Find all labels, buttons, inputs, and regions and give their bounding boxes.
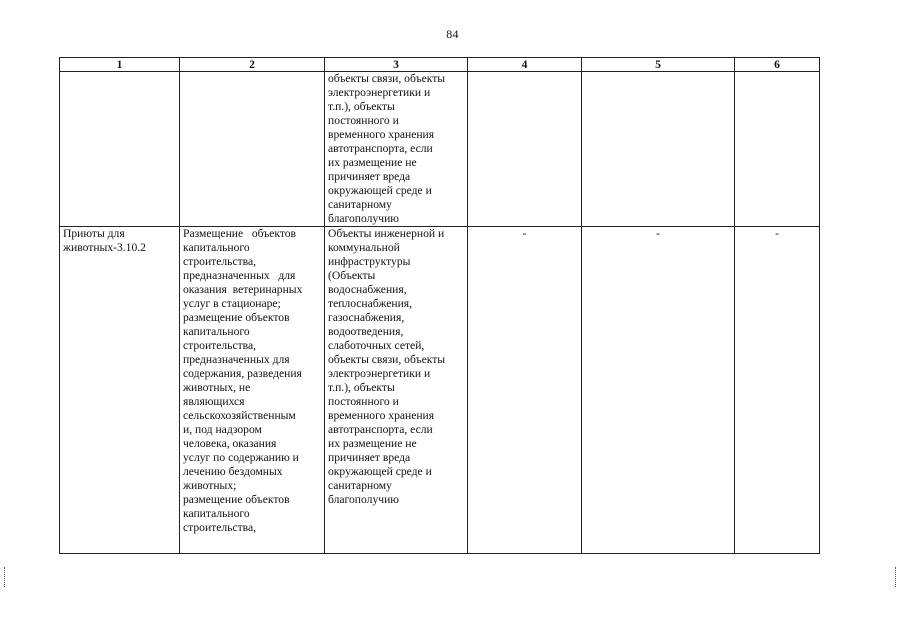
- description-line: капитального: [183, 507, 250, 520]
- page-number: 84: [446, 27, 459, 41]
- description-line: человека, оказания: [183, 437, 277, 450]
- description-line: размещение объектов: [183, 311, 290, 324]
- description-line: Размещение объектов: [183, 227, 297, 240]
- row1-col1-cell: [60, 72, 180, 227]
- row2-col3-cell: Объекты инженерной и коммунальной инфраструктуры (Объекты водоснабжения, теплоснабжения, газоснабжения, водоотведения, слаботочных сетей, объекты связи, объекты электроэнергетики и т.п.), объекты постоянного и временного хранения автотранспорта, если их размещение не причиняет вреда окружающей среде и санитарному благополучию: [325, 227, 468, 554]
- column-header-3: 3: [325, 58, 468, 72]
- row1-col4-cell: [468, 72, 582, 227]
- right-edge-mark: [895, 567, 902, 587]
- description-line: капитального: [183, 241, 250, 254]
- description-line: строительства,: [183, 521, 257, 534]
- row1-col6-cell: [735, 72, 820, 227]
- table-row: [60, 227, 820, 554]
- description-line: предназначенных для: [183, 353, 290, 366]
- row2-col4-cell: -: [468, 227, 582, 554]
- regulation-table: [59, 57, 820, 554]
- column-header-4: 4: [468, 58, 582, 72]
- description-line: предназначенных для: [183, 269, 296, 282]
- table-row: [60, 72, 820, 227]
- description-line: строительства,: [183, 339, 257, 352]
- description-line: содержания, разведения: [183, 367, 302, 380]
- column-header-1: 1: [60, 58, 180, 72]
- row2-col5-cell: -: [582, 227, 735, 554]
- left-edge-mark: [4, 567, 11, 587]
- description-line: услуг в стационаре;: [183, 297, 281, 310]
- row2-col1-cell: Приюты для животных-3.10.2: [60, 227, 180, 554]
- description-line: животных;: [183, 479, 237, 492]
- header-row: [60, 58, 820, 72]
- row1-col2-cell: [180, 72, 325, 227]
- column-header-2: 2: [180, 58, 325, 72]
- column-header-5: 5: [582, 58, 735, 72]
- description-line: являющихся: [183, 395, 245, 408]
- description-line: животных, не: [183, 381, 251, 394]
- description-line: услуг по содержанию и: [183, 451, 299, 464]
- description-line: оказания ветеринарных: [183, 283, 303, 296]
- row2-col6-cell: -: [735, 227, 820, 554]
- description-line: капитального: [183, 325, 250, 338]
- description-line: лечению бездомных: [183, 465, 283, 478]
- row1-col5-cell: [582, 72, 735, 227]
- permitted-use-description: [183, 227, 321, 535]
- column-header-6: 6: [735, 58, 820, 72]
- description-line: сельскохозяйственным: [183, 409, 296, 422]
- description-line: и, под надзором: [183, 423, 262, 436]
- row2-col2-cell: [180, 227, 325, 554]
- row1-col3-cell: объекты связи, объекты электроэнергетики и т.п.), объекты постоянного и временного хранения автотранспорта, если их размещение не причиняет вреда окружающей среде и санитарному благополучию: [325, 72, 468, 227]
- description-line: размещение объектов: [183, 493, 290, 506]
- description-line: строительства,: [183, 255, 257, 268]
